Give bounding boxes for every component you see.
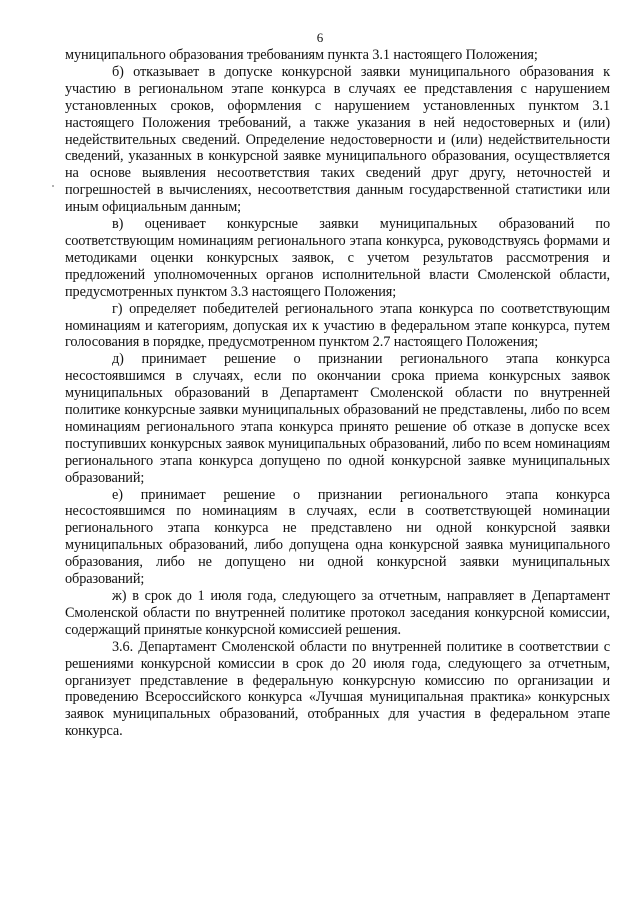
page-number: 6 [316,30,324,45]
paragraph-item-zh: ж) в срок до 1 июля года, следующего за отчетным, направляет в Департамент Смоленской области по внутренней политике протокол заседания конкурсной комиссии, содержащий принятые конкурсной комиссией решения. [65,588,610,638]
paragraph-item-v: в) оценивает конкурсные заявки муниципальных образований по соответствующим номинациям регионального этапа конкурса, руководствуясь формами и методиками оценки конкурсных заявок, с учетом результатов рассмотрения и предложений уполномоченных органов исполнительной власти Смоленской области, предусмотренных пунктом 3.3 настоящего Положения; [65,216,610,300]
paragraph-section-3-6: 3.6. Департамент Смоленской области по внутренней политике в соответствии с решениями конкурсной комиссии в срок до 20 июля года, следующего за отчетным, организует представление в федеральную конкурсную комиссию по организации и проведению Всероссийского конкурса «Лучшая муниципальная практика» конкурсных заявок муниципальных образований, отобранных для участия в федеральном этапе конкурса. [65,638,610,740]
paragraph-item-d: д) принимает решение о признании регионального этапа конкурса несостоявшимся в случаях, если по окончании срока приема конкурсных заявок муниципальных образований в Департамент Смоленской области по внутренней политике конкурсные заявки муниципальных образований не представлены, либо по всем номинациям регионального этапа конкурса принято решение об отказе в допуске всех поступивших конкурсных заявок муниципальных образований, либо по всем номинациям регионального этапа конкурса допущено по одной конкурсной заявке муниципальных образований; [65,351,610,486]
document-body [65,47,610,740]
scan-speck [52,185,54,187]
paragraph-continuation: муниципального образования требованиям пункта 3.1 настоящего Положения; [65,47,538,63]
paragraph-item-g: г) определяет победителей регионального этапа конкурса по соответствующим номинациям и категориям, допуская их к участию в федеральном этапе конкурса, путем голосования в порядке, предусмотренном пунктом 2.7 настоящего Положения; [65,300,610,351]
paragraph-item-b: б) отказывает в допуске конкурсной заявки муниципального образования к участию в региональном этапе конкурса в случаях ее представления с нарушением установленных сроков, оформления с нарушением установленных пунктом 3.1 настоящего Положения требований, а также указания в ней недостоверных и (или) недействительных сведений. Определение недостоверности и (или) недействительности сведений, указанных в конкурсной заявке муниципального образования, осуществляется на основе выявления несоответствия таких сведений друг другу, неточностей и погрешностей в вычислениях, несоответствия данным государственной статистики или иным официальным данным; [65,63,610,216]
paragraph-item-e: е) принимает решение о признании регионального этапа конкурса несостоявшимся по номинациям в случаях, если в соответствующей номинации регионального этапа конкурса не представлено ни одной конкурсной заявки муниципальных образований, либо допущена одна конкурсной заявка муниципального образования, либо не допущено ни одной конкурсной заявки муниципальных образований; [65,486,610,588]
